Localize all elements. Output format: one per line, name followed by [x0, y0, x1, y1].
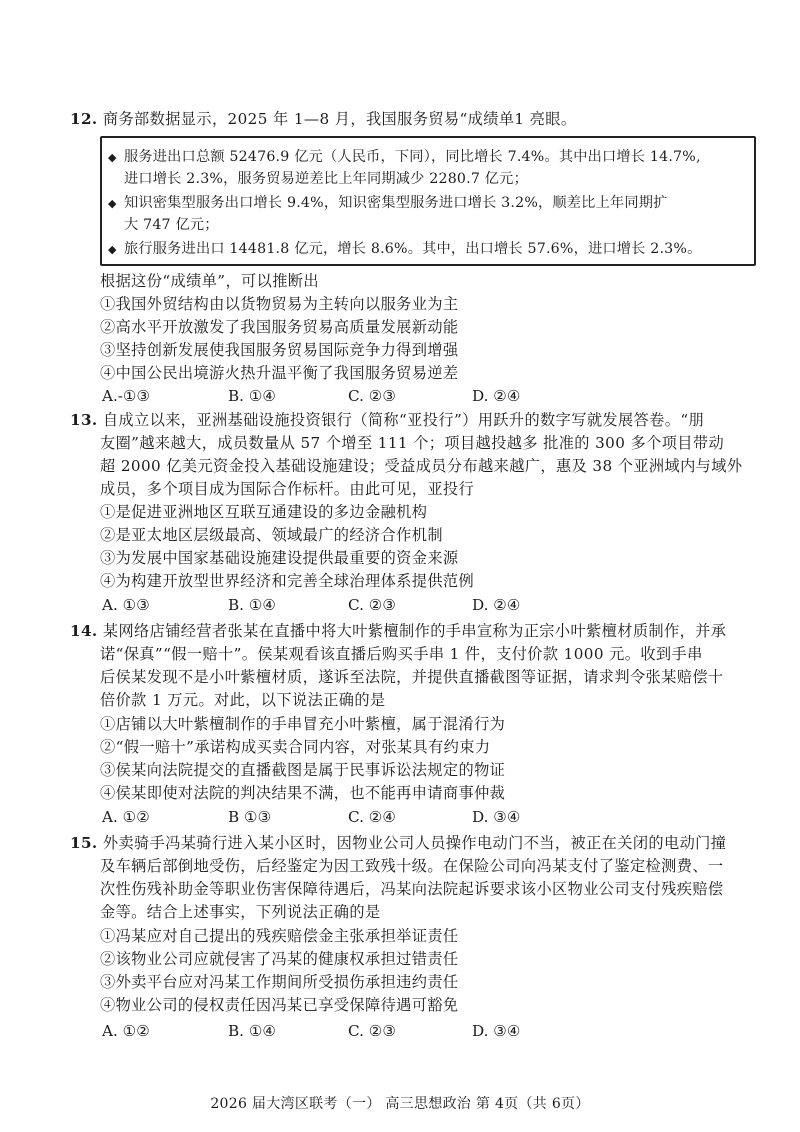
- q14-stem-text-1: 某网络店铺经营者张某在直播中将大叶紫檀制作的手串宣称为正宗小叶紫檀材质制作，并承: [102, 622, 727, 640]
- q14-option-b: B ①③: [228, 808, 272, 826]
- q14-statement-3: ③侯某向法院提交的直播截图是属于民事诉讼法规定的物证: [100, 761, 506, 779]
- q12-box-text-3: 知识密集型服务出口增长 9.4%，知识密集型服务进口增长 3.2%，顺差比上年同期扩: [124, 195, 668, 211]
- q12-statement-1: ①我国外贸结构由以货物贸易为主转向以服务业为主: [100, 295, 459, 313]
- q14-stem-line-2: 诺“保真”“假一赔十”。侯某观看该直播后购买手串 1 件，支付价款 1000 元。收到手串: [100, 645, 703, 663]
- q12-box-line-4: [124, 214, 219, 236]
- q15-stem-line-2: 及车辆后部倒地受伤，后经鉴定为因工致残十级。在保险公司向冯某支付了鉴定检测费、一: [100, 857, 724, 875]
- q14-option-d: D. ③④: [472, 808, 521, 826]
- q13-statement-2: ②是亚太地区层级最高、领域最广的经济合作机制: [100, 526, 443, 544]
- q13-stem-line-1: [70, 409, 704, 431]
- q13-statement-3: ③为发展中国家基础设施建设提供最重要的资金来源: [100, 549, 459, 567]
- q13-stem-text-1: 自成立以来，亚洲基础设施投资银行（简称“亚投行”）用跃升的数字写就发展答卷。“朋: [102, 411, 705, 429]
- q12-statement-4: ④中国公民出境游火热升温平衡了我国服务贸易逆差: [100, 364, 459, 382]
- q15-statement-3: ③外卖平台应对冯某工作期间所受损伤承担违约责任: [100, 973, 459, 991]
- q15-option-a: A. ①②: [102, 1022, 150, 1040]
- q12-statement-2: ②高水平开放激发了我国服务贸易高质量发展新动能: [100, 318, 459, 336]
- q12-statement-3: ③坚持创新发展使我国服务贸易国际竞争力得到增强: [100, 341, 459, 359]
- q12-number: 12.: [70, 110, 98, 128]
- q12-option-a: A.-①③: [102, 387, 151, 405]
- q12-prompt: 根据这份“成绩单”，可以推断出: [100, 272, 319, 290]
- q13-number: 13.: [70, 411, 98, 429]
- q12-box-line-5: [108, 238, 701, 261]
- q14-number: 14.: [70, 622, 98, 640]
- page-footer: 2026 届大湾区联考（一） 高三思想政治 第 4页（共 6页）: [210, 1096, 590, 1112]
- q14-statement-2: ②“假一赔十”承诺构成买卖合同内容，对张某具有约束力: [100, 738, 491, 756]
- q15-statement-4: ④物业公司的侵权责任因冯某已享受保障待遇可豁免: [100, 996, 459, 1014]
- q15-stem-line-1: [70, 832, 726, 854]
- q14-option-c: C. ②④: [348, 808, 396, 826]
- q14-stem-line-1: [70, 620, 726, 642]
- q12-box-line-1: [108, 146, 701, 169]
- q15-number: 15.: [70, 834, 98, 852]
- q14-stem-line-3: 后侯某发现不是小叶紫檀材质，遂诉至法院，并提供直播截图等证据，请求判令张某赔偿十: [100, 668, 724, 686]
- q15-stem-line-4: 金等。结合上述事实，下列说法正确的是: [100, 903, 381, 921]
- q14-option-a: A. ①②: [102, 808, 150, 826]
- q15-statement-1: ①冯某应对自己提出的残疾赔偿金主张承担举证责任: [100, 927, 459, 945]
- q15-option-b: B. ①④: [228, 1022, 277, 1040]
- q13-option-d: D. ②④: [472, 596, 521, 614]
- q12-box-text-2: 进口增长 2.3%，服务贸易逆差比上年同期减少 2280.7 亿元；: [124, 171, 528, 187]
- q12-option-b: B. ①④: [228, 387, 277, 405]
- q15-option-d: D. ③④: [472, 1022, 521, 1040]
- q12-box-text-5: 旅行服务进出口 14481.8 亿元，增长 8.6%。其中，出口增长 57.6%，进口增长 2.3%。: [124, 241, 702, 257]
- q12-box-text-4: 大 747 亿元；: [124, 217, 219, 233]
- q15-stem-line-3: 次性伤残补助金等职业伤害保障待遇后，冯某向法院起诉要求该小区物业公司支付残疾赔偿: [100, 880, 724, 898]
- q14-stem-line-4: 倍价款 1 万元。对此，以下说法正确的是: [100, 691, 386, 709]
- q13-stem-line-2: 友圈”越来越大，成员数量从 57 个增至 111 个；项目越投越多 批准的 300 多个项目带动: [100, 434, 725, 452]
- q13-statement-4: ④为构建开放型世界经济和完善全球治理体系提供范例: [100, 572, 475, 590]
- q13-option-c: C. ②③: [348, 596, 396, 614]
- q13-option-b: B. ①④: [228, 596, 277, 614]
- q14-statement-4: ④侯某即使对法院的判决结果不满，也不能再申请商事仲裁: [100, 784, 506, 802]
- q13-statement-1: ①是促进亚洲地区互联互通建设的多边金融机构: [100, 503, 428, 521]
- diamond-bullet-icon: ◆: [108, 151, 117, 164]
- q13-stem-line-3: 超 2000 亿美元资金投入基础设施建设；受益成员分布越来越广，惠及 38 个亚洲域内与域外: [100, 457, 743, 475]
- diamond-bullet-icon: ◆: [108, 197, 117, 210]
- q13-stem-line-4: 成员，多个项目成为国际合作标杆。由此可见，亚投行: [100, 480, 475, 498]
- q15-statement-2: ②该物业公司应就侵害了冯某的健康权承担过错责任: [100, 950, 459, 968]
- q12-option-c: C. ②③: [348, 387, 396, 405]
- diamond-bullet-icon: ◆: [108, 243, 117, 256]
- q12-box-line-2: [124, 168, 528, 190]
- q12-box-text-1: 服务进出口总额 52476.9 亿元（人民币，下同），同比增长 7.4%。其中出口增长 14.7%,: [124, 149, 701, 165]
- q15-option-c: C. ②③: [348, 1022, 396, 1040]
- q12-option-d: D. ②④: [472, 387, 521, 405]
- q12-stem-line: [70, 108, 576, 130]
- q12-box-line-3: [108, 192, 668, 215]
- q14-statement-1: ①店铺以大叶紫檀制作的手串冒充小叶紫檀，属于混淆行为: [100, 715, 506, 733]
- q13-option-a: A. ①③: [102, 596, 150, 614]
- q12-stem: 商务部数据显示，2025 年 1—8 月，我国服务贸易“成绩单1 亮眼。: [102, 110, 577, 128]
- q15-stem-text-1: 外卖骑手冯某骑行进入某小区时，因物业公司人员操作电动门不当，被正在关闭的电动门撞: [102, 834, 727, 852]
